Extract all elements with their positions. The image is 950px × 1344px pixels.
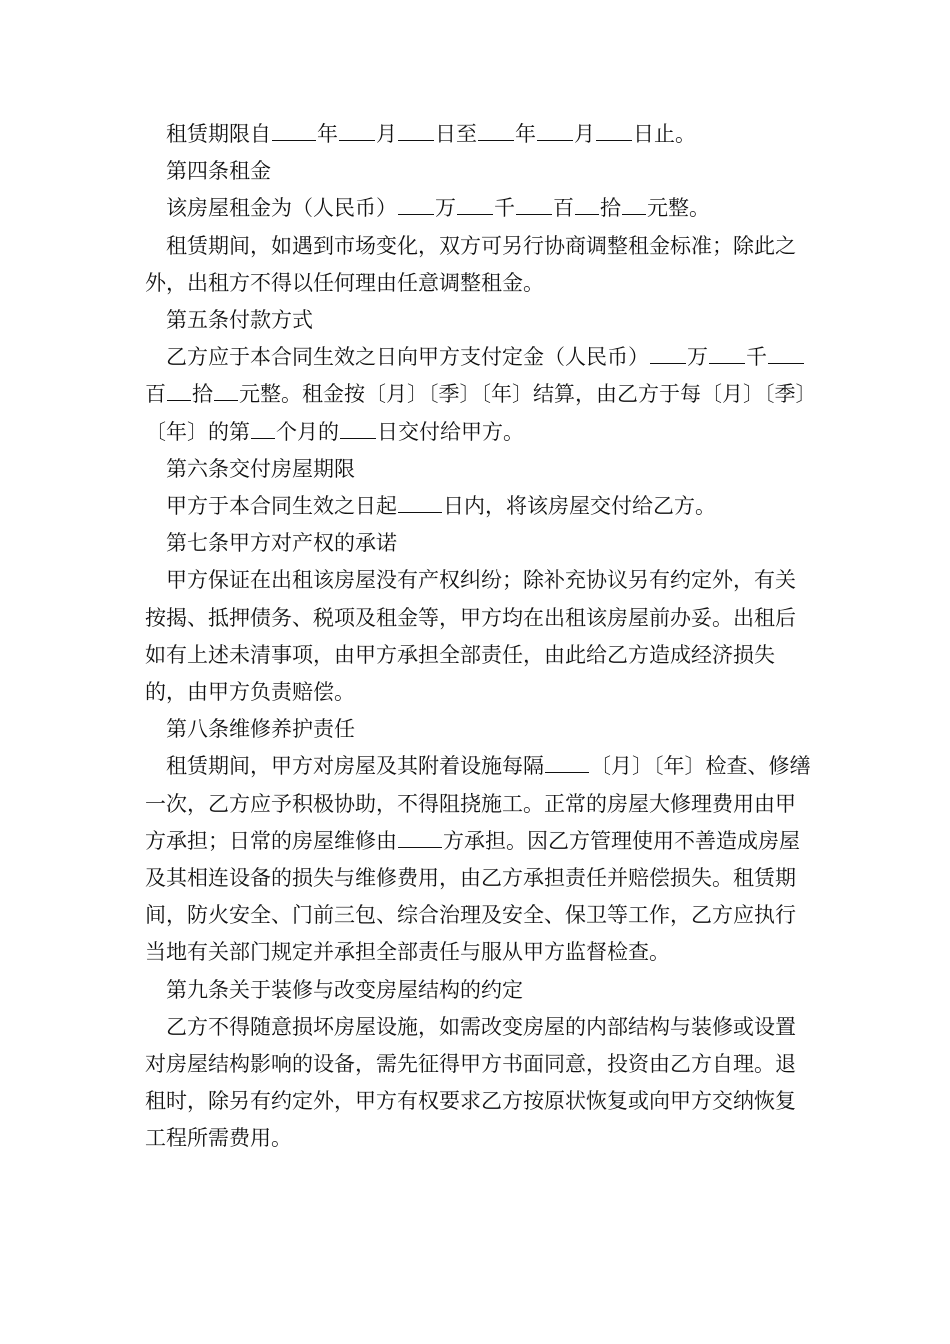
text-segment: 月 (376, 122, 397, 146)
blank-month (537, 120, 573, 141)
blank-amount (398, 194, 434, 215)
text-segment: 万 (687, 345, 708, 370)
text-segment: 〔月〕〔年〕检查、修缮一次，乙方应予积极协助，不得阻挠施工。正常的房屋大修理费用由甲方承担；日常的房屋维修由 (145, 754, 811, 853)
article-6-title: 第六条交付房屋期限 (166, 456, 355, 481)
blank-party (398, 827, 442, 848)
blank-days (398, 492, 442, 513)
blank-month (339, 120, 375, 141)
article-6-paragraph (145, 488, 815, 525)
text-segment: 日止。 (633, 122, 696, 146)
blank-amount (167, 380, 191, 401)
article-9-title: 第九条关于装修与改变房屋结构的约定 (166, 977, 523, 1002)
document-body (145, 116, 815, 1158)
blank-day (398, 120, 434, 141)
blank-day (596, 120, 632, 141)
text-segment: 该房屋租金为（人民币） (166, 196, 397, 221)
blank-amount (457, 194, 493, 215)
article-9-paragraph: 乙方不得随意损坏房屋设施，如需改变房屋的内部结构与装修或设置对房屋结构影响的设备，需先征得甲方书面同意，投资由乙方自理。退租时，除另有约定外，甲方有权要求乙方按原状恢复或向甲方交纳恢复工程所需费用。 (145, 1014, 796, 1151)
blank-amount (709, 343, 745, 364)
text-segment: 年 (515, 122, 536, 146)
text-segment: 租赁期间，甲方对房屋及其附着设施每隔 (166, 754, 544, 779)
blank-amount (622, 194, 646, 215)
text-segment: 日交付给甲方。 (377, 419, 524, 444)
blank-amount (650, 343, 686, 364)
blank-interval (545, 753, 589, 774)
text-segment: 万 (435, 196, 456, 221)
text-segment: 租赁期限自 (166, 122, 271, 146)
article-7-title: 第七条甲方对产权的承诺 (166, 531, 397, 556)
article-4-paragraph: 租赁期间，如遇到市场变化，双方可另行协商调整租金标准；除此之外，出租方不得以任何理由任意调整租金。 (145, 233, 796, 295)
text-segment: 日至 (435, 122, 477, 146)
blank-year (272, 120, 316, 141)
article-8-title: 第八条维修养护责任 (166, 717, 355, 742)
article-4-rent-amount (145, 190, 815, 227)
text-segment: 乙方应于本合同生效之日向甲方支付定金（人民币） (166, 345, 649, 370)
article-5-paragraph (145, 339, 815, 451)
blank-month-number (251, 418, 275, 439)
text-segment: 甲方于本合同生效之日起 (166, 494, 397, 519)
text-segment: 拾 (600, 196, 621, 221)
blank-amount (575, 194, 599, 215)
text-segment: 月 (574, 122, 595, 146)
article-5-title: 第五条付款方式 (166, 308, 313, 333)
text-segment: 元整。租金按〔月〕〔季〕〔年〕结算，由乙方于每〔月〕〔季〕〔年〕的第 (145, 382, 806, 444)
blank-day (340, 418, 376, 439)
text-segment: 千 (746, 345, 767, 370)
text-segment: 年 (317, 122, 338, 146)
text-segment: 个月的 (276, 419, 339, 444)
article-4-title: 第四条租金 (166, 159, 271, 184)
article-8-paragraph (145, 748, 815, 971)
blank-amount (768, 343, 804, 364)
text-segment: 百 (145, 382, 166, 407)
text-segment: 日内，将该房屋交付给乙方。 (443, 494, 716, 519)
blank-amount (214, 380, 238, 401)
blank-amount (516, 194, 552, 215)
text-segment: 百 (553, 196, 574, 221)
text-segment: 千 (494, 196, 515, 221)
text-segment: 方承担。因乙方管理使用不善造成房屋及其相连设备的损失与维修费用，由乙方承担责任并赔偿损失。租赁期间，防火安全、门前三包、综合治理及安全、保卫等工作，乙方应执行当地有关部门规定并承担全部责任与服从甲方监督检查。 (145, 828, 800, 965)
lease-term-line (145, 116, 815, 153)
text-segment: 拾 (192, 382, 213, 407)
blank-year (478, 120, 514, 141)
text-segment: 元整。 (647, 196, 710, 221)
article-7-paragraph: 甲方保证在出租该房屋没有产权纠纷；除补充协议另有约定外，有关按揭、抵押债务、税项及租金等，甲方均在出租该房屋前办妥。出租后如有上述未清事项，由甲方承担全部责任，由此给乙方造成经济损失的，由甲方负责赔偿。 (145, 568, 796, 705)
